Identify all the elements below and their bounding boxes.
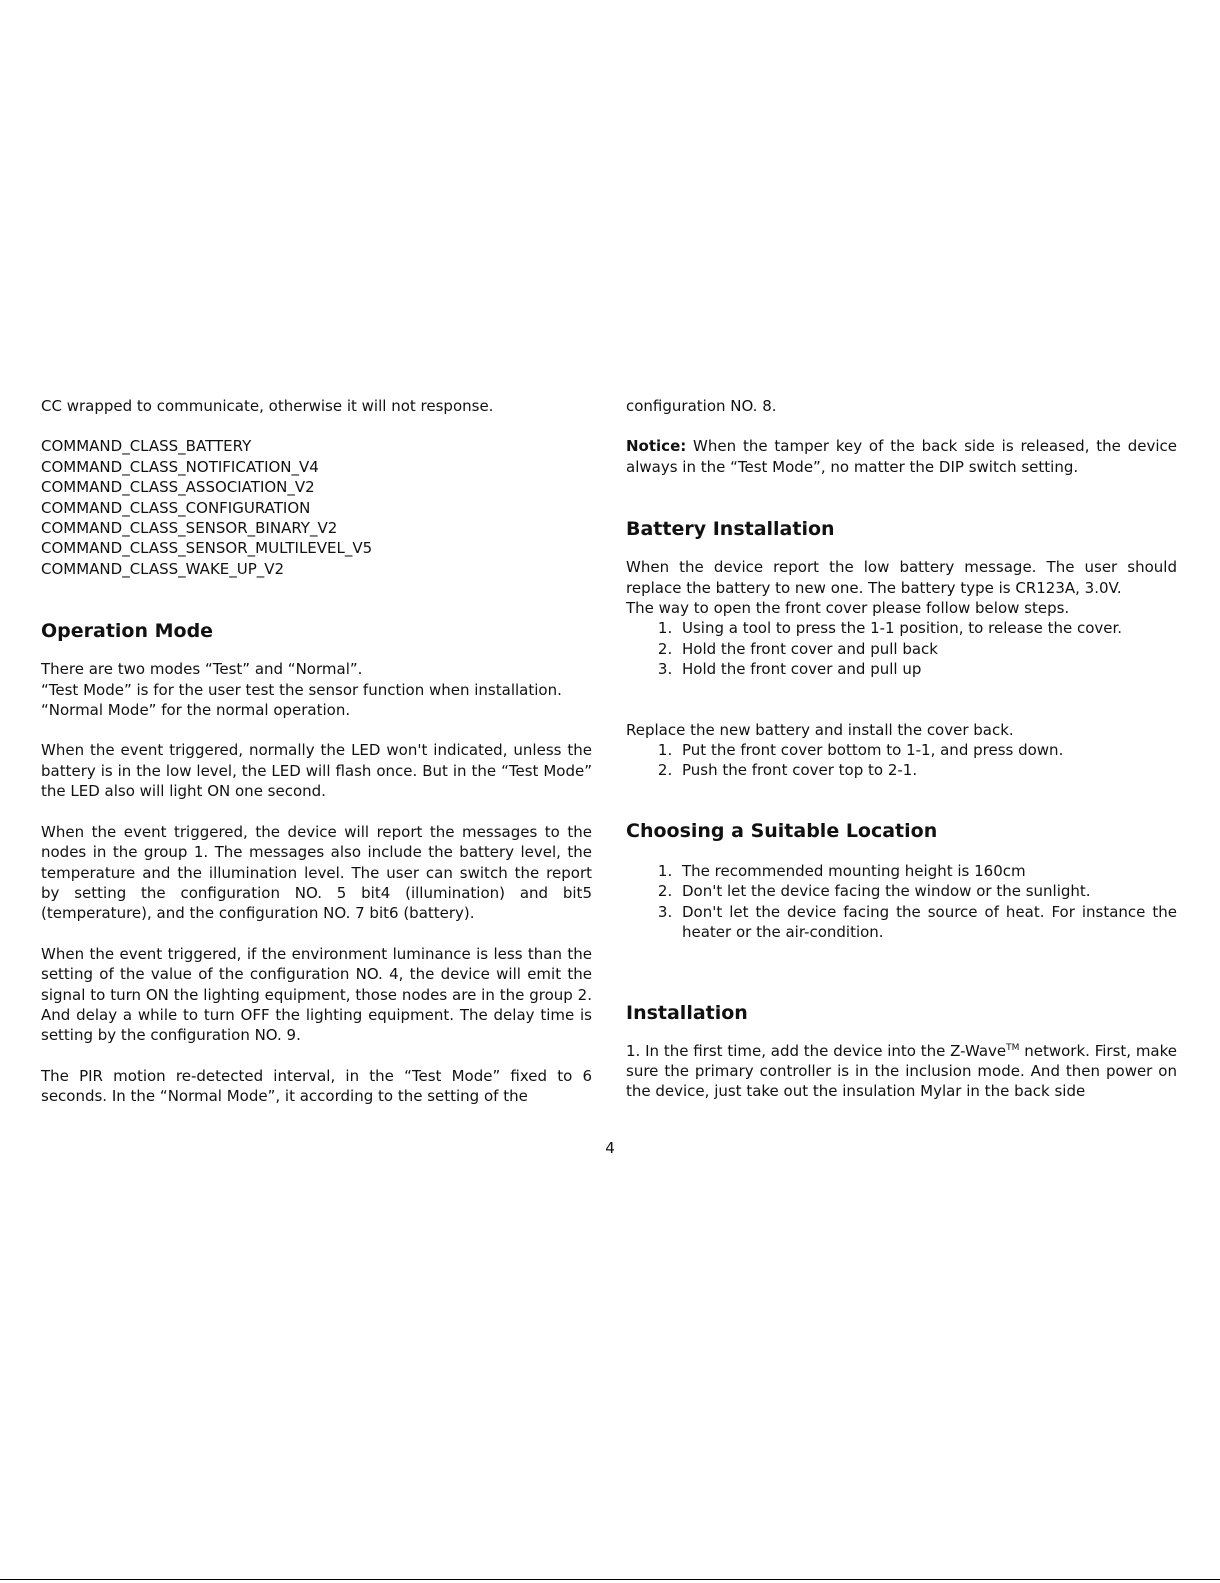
modes-line: There are two modes “Test” and “Normal”.	[41, 660, 363, 679]
list-item: 2. Don't let the device facing the window or the sunlight.	[677, 881, 1177, 901]
spacer	[626, 680, 1177, 720]
battery-paragraph: When the device report the low battery message. The user should replace the battery to new one. The battery type is CR123A, 3.0V.	[626, 558, 1177, 597]
spacer	[41, 924, 592, 944]
installation-text-b: network. First, make sure the primary controller is in the inclusion mode. And then power on the device, just take out the insulation Mylar in the back side	[626, 1041, 1178, 1101]
list-item: 2. Push the front cover top to 2-1.	[677, 760, 1177, 780]
installation-text-a: 1. In the first time, add the device into the Z-Wave	[626, 1041, 1007, 1060]
paragraph-config-8: configuration NO. 8.	[626, 397, 777, 415]
command-class-item: COMMAND_CLASS_NOTIFICATION_V4	[41, 457, 319, 476]
location-heading: Choosing a Suitable Location	[626, 819, 938, 842]
paragraph-pir: The PIR motion re-detected interval, in the “Test Mode” fixed to 6 seconds. In the “Normal Mode”, it according to the setting of the	[41, 1066, 592, 1106]
modes-line: “Test Mode” is for the user test the sensor function when installation.	[41, 680, 562, 699]
list-item: 1. Put the front cover bottom to 1-1, and press down.	[677, 740, 1177, 760]
modes-line: “Normal Mode” for the normal operation.	[41, 701, 351, 720]
notice-label: Notice:	[626, 437, 687, 456]
open-cover-steps	[626, 618, 1177, 679]
modes-block	[41, 659, 592, 720]
left-column	[41, 396, 592, 1107]
bottom-rule	[0, 1579, 1220, 1580]
operation-mode-heading: Operation Mode	[41, 620, 214, 643]
location-steps	[626, 861, 1177, 943]
spacer	[41, 720, 592, 740]
command-class-item: COMMAND_CLASS_BATTERY	[41, 437, 252, 456]
installation-heading: Installation	[626, 1001, 748, 1024]
spacer	[41, 1046, 592, 1066]
page-number: 4	[605, 1139, 615, 1157]
command-class-item: COMMAND_CLASS_SENSOR_MULTILEVEL_V5	[41, 539, 373, 558]
replace-battery-paragraph: Replace the new battery and install the cover back.	[626, 720, 1014, 739]
list-item: 3. Don't let the device facing the source of heat. For instance the heater or the air-condition.	[677, 902, 1177, 943]
list-item: 1. The recommended mounting height is 160cm	[677, 861, 1177, 881]
notice-text: When the tamper key of the back side is released, the device always in the “Test Mode”, no matter the DIP switch setting.	[626, 437, 1177, 476]
paragraph-cc-wrapped: CC wrapped to communicate, otherwise it will not response.	[41, 397, 494, 415]
list-item: 1. Using a tool to press the 1-1 position, to release the cover.	[677, 618, 1177, 638]
installation-paragraph	[626, 1041, 1177, 1102]
command-class-item: COMMAND_CLASS_WAKE_UP_V2	[41, 559, 285, 578]
list-item: 2. Hold the front cover and pull back	[677, 639, 1177, 659]
paragraph-report: When the event triggered, the device will report the messages to the nodes in the group 1. The messages also include the battery level, the temperature and the illumination level. The user can switch the report by setting the configuration NO. 5 bit4 (illumination) and bit5 (temperature), and the configuration NO. 7 bit6 (battery).	[41, 822, 592, 923]
right-column	[626, 396, 1177, 1102]
battery-steps-intro: The way to open the front cover please follow below steps.	[626, 599, 1070, 618]
replace-cover-steps	[626, 740, 1177, 781]
paragraph-luminance: When the event triggered, if the environment luminance is less than the setting of the value of the configuration NO. 4, the device will emit the signal to turn ON the lighting equipment, those nodes are in the group 2. And delay a while to turn OFF the lighting equipment. The delay time is setting by the configuration NO. 9.	[41, 944, 592, 1045]
command-class-item: COMMAND_CLASS_SENSOR_BINARY_V2	[41, 519, 338, 538]
list-item: 3. Hold the front cover and pull up	[677, 659, 1177, 679]
command-class-item: COMMAND_CLASS_ASSOCIATION_V2	[41, 478, 315, 497]
paragraph-led: When the event triggered, normally the LED won't indicated, unless the battery is in the low level, the LED will flash once. But in the “Test Mode” the LED also will light ON one second.	[41, 741, 592, 801]
spacer	[41, 802, 592, 822]
spacer	[41, 416, 592, 436]
battery-installation-heading: Battery Installation	[626, 518, 835, 541]
command-class-item: COMMAND_CLASS_CONFIGURATION	[41, 498, 311, 517]
notice-paragraph	[626, 436, 1177, 477]
spacer	[626, 416, 1177, 436]
trademark-mark: TM	[1006, 1042, 1020, 1053]
command-class-list	[41, 436, 592, 579]
